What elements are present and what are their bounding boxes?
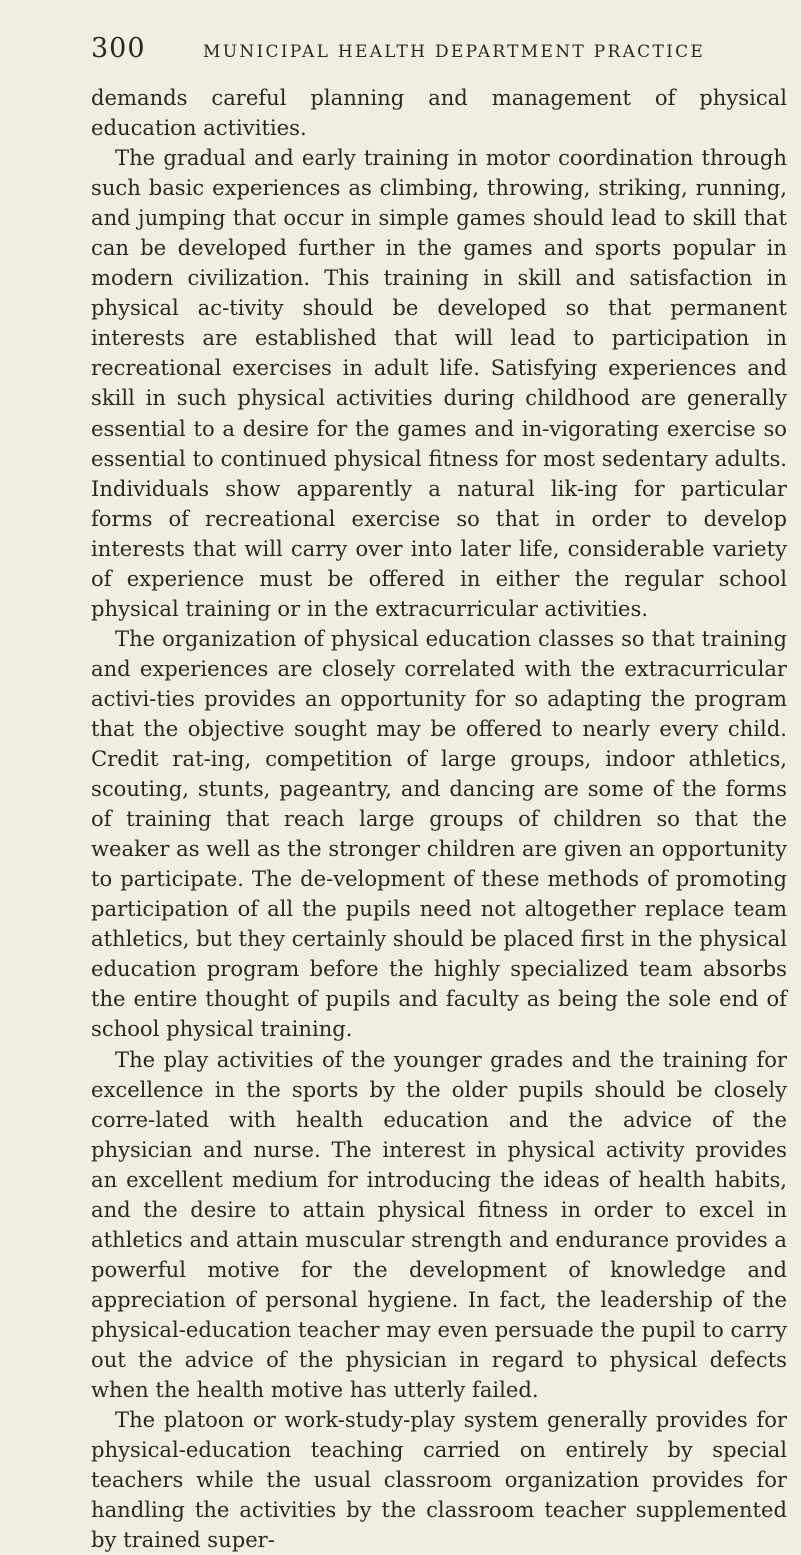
paragraph-continued: demands careful planning and management of physical education activities. <box>91 85 787 141</box>
paragraph-platoon-system: The platoon or work-study-play system generally provides for physical-education teaching carried on entirely by special teachers while the usual classroom organization provides for handling the activities by the classroom teacher supplemented by trained super- <box>91 1407 787 1553</box>
body-text <box>91 83 787 1555</box>
running-head <box>91 35 789 83</box>
running-title: MUNICIPAL HEALTH DEPARTMENT PRACTICE <box>203 42 706 62</box>
paragraph-play-activities: The play activities of the younger grades and the training for excellence in the sports by the older pupils should be closely corre-lated with health education and the advice of the physician and nurse. The interest in physical activity provides an excellent medium for introducing the ideas of health habits, and the desire to attain physical fitness in order to excel in athletics and attain muscular strength and endurance provides a powerful motive for the development of knowledge and appreciation of personal hygiene. In fact, the leadership of the physical-education teacher may even persuade the pupil to carry out the advice of the physician in regard to physical defects when the health motive has utterly failed. <box>91 1046 787 1403</box>
paragraph-class-organization: The organization of physical education classes so that training and experiences are closely correlated with the extracurricular activi-ties provides an opportunity for so adapting the program that the objective sought may be offered to nearly every child. Credit rat-ing, competition of large groups, indoor athletics, scouting, stunts, pageantry, and dancing are some of the forms of training that reach large groups of children so that the weaker as well as the stronger children are given an opportunity to participate. The de-velopment of these methods of promoting participation of all the pupils need not altogether replace team athletics, but they certainly should be placed first in the physical education program before the highly specialized team absorbs the entire thought of pupils and faculty as being the sole end of school physical training. <box>91 625 787 1042</box>
paragraph-motor-coordination: The gradual and early training in motor coordination through such basic experiences as climbing, throwing, striking, running, and jumping that occur in simple games should lead to skill that can be developed further in the games and sports popular in modern civilization. This training in skill and satisfaction in physical ac-tivity should be developed so that permanent interests are established that will lead to participation in recreational exercises in adult life. Satisfying experiences and skill in such physical activities during childhood are generally essential to a desire for the games and in-vigorating exercise so essential to continued physical fitness for most sedentary adults. Individuals show apparently a natural lik-ing for particular forms of recreational exercise so that in order to develop interests that will carry over into later life, considerable variety of experience must be offered in either the regular school physical training or in the extracurricular activities. <box>91 145 787 621</box>
page-number: 300 <box>91 33 146 64</box>
